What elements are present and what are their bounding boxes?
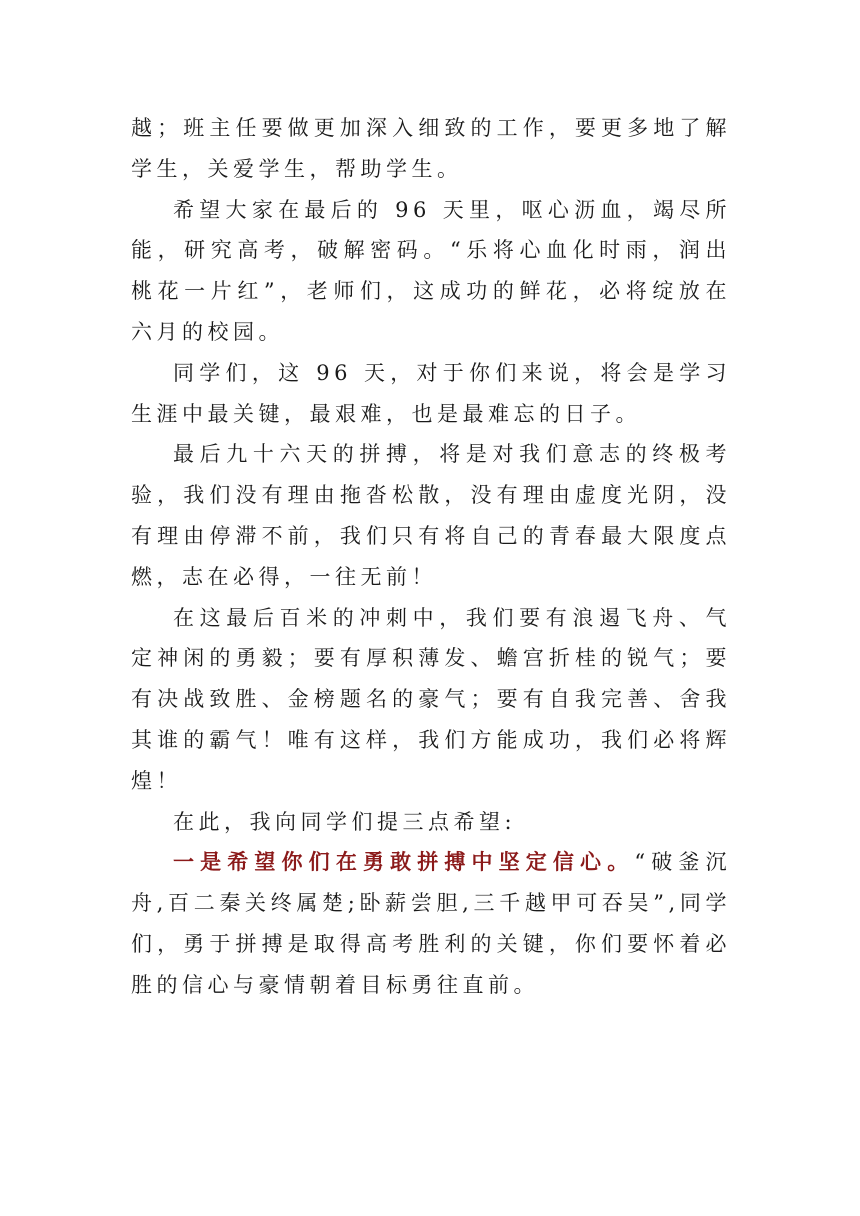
paragraph-final-struggle-text: 最后九十六天的拼搏，将是对我们意志的终极考验，我们没有理由拖沓松散，没有理由虚度光阴，没有理由停滞不前，我们只有将自己的青春最大限度点燃，志在必得，一往无前！ [131,442,731,589]
first-hope-heading: 一是希望你们在勇敢拼搏中坚定信心。 [173,849,635,875]
paragraph-first-hope [131,842,731,1005]
document-body [131,108,731,1006]
paragraph-students-96-days: 同学们，这 96 天，对于你们来说，将会是学习生涯中最关键，最艰难，也是最难忘的日子。 [131,360,731,426]
paragraph-final-struggle [131,434,731,597]
paragraph-three-hopes-intro: 在此，我向同学们提三点希望: [173,809,517,834]
first-hope-text: “破釜沉舟,百二秦关终属楚;卧薪尝胆,三千越甲可吞吴”,同学们，勇于拼搏是取得高考胜利的关键，你们要怀着必胜的信心与豪情朝着目标勇往直前。 [131,850,731,997]
paragraph-sprint: 在这最后百米的冲刺中，我们要有浪遏飞舟、气定神闲的勇毅；要有厚积薄发、蟾宫折桂的锐气；要有决战致胜、金榜题名的豪气；要有自我完善、舍我其谁的霸气！唯有这样，我们方能成功，我们必将辉煌！ [131,605,731,793]
paragraph-continuation: 越；班主任要做更加深入细致的工作，要更多地了解学生，关爱学生，帮助学生。 [131,116,731,181]
paragraph-teachers-hope: 希望大家在最后的 96 天里，呕心沥血，竭尽所能，研究高考，破解密码。“乐将心血化时雨，润出桃花一片红”，老师们，这成功的鲜花，必将绽放在六月的校园。 [131,197,731,344]
